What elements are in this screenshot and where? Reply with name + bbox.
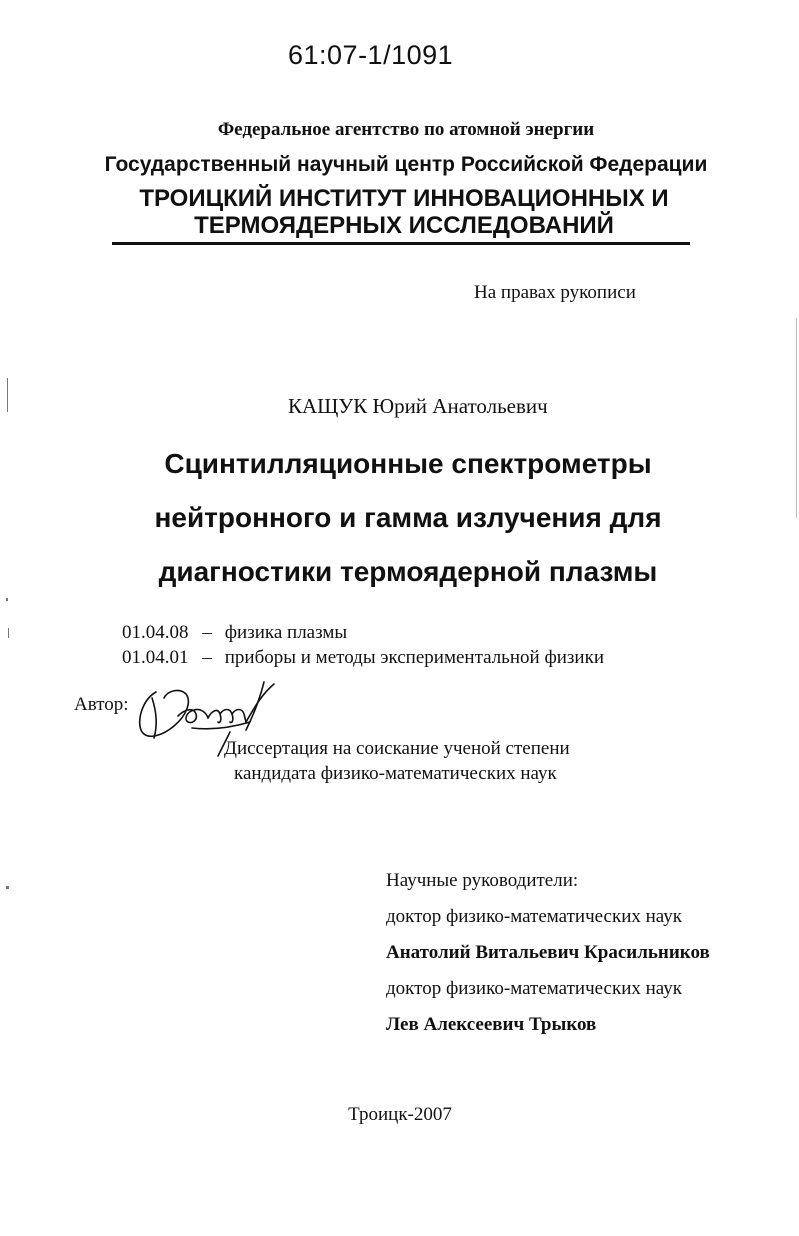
- dissertation-line1: Диссертация на соискание ученой степени: [224, 738, 570, 759]
- scan-mark: [7, 378, 8, 412]
- specialty-line: [122, 622, 347, 644]
- institute-name-line1: ТРОИЦКИЙ ИНСТИТУТ ИННОВАЦИОННЫХ И: [139, 185, 669, 212]
- dissertation-line2: кандидата физико-математических наук: [234, 763, 557, 784]
- agency-name: Федеральное агентство по атомной энергии: [217, 119, 595, 140]
- thesis-title-line3: диагностики термоядерной плазмы: [158, 556, 658, 587]
- manuscript-rights-note: На правах рукописи: [474, 282, 636, 303]
- specialty-code: 01.04.01: [122, 647, 189, 668]
- supervisor-degree: доктор физико-математических наук: [386, 978, 682, 999]
- scan-mark: [8, 628, 9, 638]
- specialty-dash: –: [202, 647, 212, 668]
- scan-mark: [796, 318, 797, 518]
- author-signature-label: Автор:: [74, 694, 129, 715]
- author-name: КАЩУК Юрий Анатольевич: [288, 394, 548, 418]
- supervisor-degree: доктор физико-математических наук: [386, 906, 682, 927]
- research-center-name: Государственный научный центр Российской Федерации: [104, 153, 708, 176]
- supervisor-name: Анатолий Витальевич Красильников: [386, 942, 710, 963]
- supervisors-heading: Научные руководители:: [386, 870, 579, 891]
- specialty-dash: –: [202, 622, 212, 643]
- institute-name-line2: ТЕРМОЯДЕРНЫХ ИССЛЕДОВАНИЙ: [194, 212, 614, 239]
- specialty-line: [122, 647, 604, 669]
- specialty-name: приборы и методы экспериментальной физики: [224, 647, 604, 668]
- thesis-title-line1: Сцинтилляционные спектрометры: [164, 448, 652, 479]
- scan-mark: [6, 886, 9, 889]
- header-divider: [112, 242, 690, 245]
- specialty-code: 01.04.08: [122, 622, 189, 643]
- archive-code: 61:07-1/1091: [288, 40, 454, 70]
- supervisor-name: Лев Алексеевич Трыков: [386, 1014, 597, 1035]
- specialty-name: физика плазмы: [224, 622, 348, 643]
- scan-mark: [6, 598, 8, 601]
- city-year: Троицк-2007: [348, 1104, 452, 1125]
- thesis-title-line2: нейтронного и гамма излучения для: [154, 502, 662, 533]
